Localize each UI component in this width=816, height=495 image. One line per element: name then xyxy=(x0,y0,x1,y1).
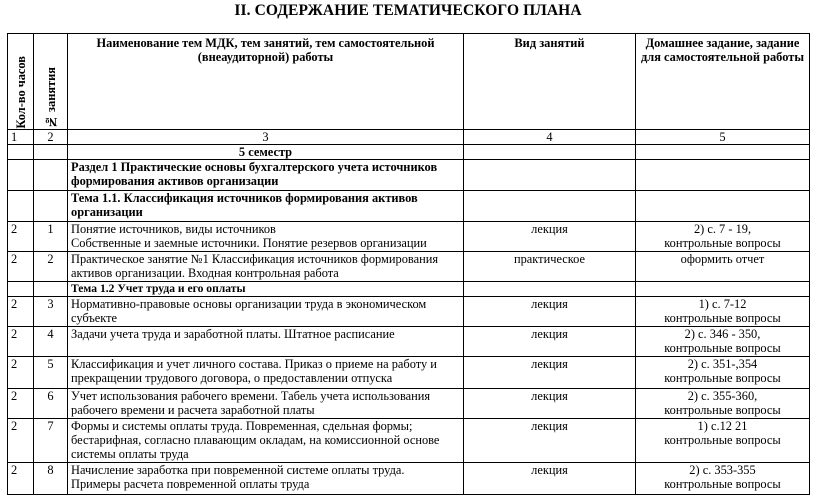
semester-label: 5 семестр xyxy=(68,145,464,160)
lesson-type-cell: лекция xyxy=(464,222,636,252)
table-row xyxy=(8,222,810,252)
hours-cell: 2 xyxy=(8,389,34,419)
hours-cell: 2 xyxy=(8,252,34,282)
lesson-topic-cell: Задачи учета труда и заработной платы. Штатное расписание xyxy=(68,327,464,357)
lesson-topic-cell: Понятие источников, виды источников Собственные и заемные источники. Понятие резервов организации xyxy=(68,222,464,252)
header-hours: Кол-во часов xyxy=(8,34,34,130)
hours-cell: 2 xyxy=(8,297,34,327)
header-homework: Домашнее задание, задание для самостоятельной работы xyxy=(636,34,810,130)
lesson-type-cell: лекция xyxy=(464,463,636,495)
header-lesson-type: Вид занятий xyxy=(464,34,636,130)
homework-cell: 1) с. 7-12 контрольные вопросы xyxy=(636,297,810,327)
lesson-number-cell: 3 xyxy=(34,297,68,327)
topic-title: Тема 1.1. Классификация источников формирования активов организации xyxy=(68,191,464,222)
topic-row xyxy=(8,191,810,222)
homework-cell: 2) с. 346 - 350, контрольные вопросы xyxy=(636,327,810,357)
lesson-number-cell: 2 xyxy=(34,252,68,282)
table-row xyxy=(8,327,810,357)
lesson-number-cell: 8 xyxy=(34,463,68,495)
section-title: Раздел 1 Практические основы бухгалтерского учета источников формирования активов организации xyxy=(68,160,464,191)
header-lesson-number: № занятия xyxy=(34,34,68,130)
lesson-type-cell: практическое xyxy=(464,252,636,282)
table-row xyxy=(8,463,810,495)
lesson-type-cell: лекция xyxy=(464,297,636,327)
topic-row xyxy=(8,282,810,297)
hours-cell: 2 xyxy=(8,357,34,389)
homework-cell: 2) с. 7 - 19, контрольные вопросы xyxy=(636,222,810,252)
section-row xyxy=(8,160,810,191)
thematic-plan-table xyxy=(7,33,810,495)
lesson-number-cell: 1 xyxy=(34,222,68,252)
homework-cell: 2) с. 355-360, контрольные вопросы xyxy=(636,389,810,419)
column-number: 5 xyxy=(636,130,810,145)
lesson-topic-cell: Формы и системы оплаты труда. Повременная, сдельная формы; бестарифная, согласно плавающим окладам, на комиссионной основе системы оплаты труда xyxy=(68,419,464,463)
lesson-number-cell: 5 xyxy=(34,357,68,389)
column-number: 1 xyxy=(8,130,34,145)
hours-cell: 2 xyxy=(8,327,34,357)
table-row xyxy=(8,297,810,327)
homework-cell: оформить отчет xyxy=(636,252,810,282)
lesson-type-cell: лекция xyxy=(464,327,636,357)
hours-cell: 2 xyxy=(8,463,34,495)
topic-title: Тема 1.2 Учет труда и его оплаты xyxy=(68,282,464,297)
lesson-number-cell: 7 xyxy=(34,419,68,463)
header-topic: Наименование тем МДК, тем занятий, тем самостоятельной (внеаудиторной) работы xyxy=(68,34,464,130)
lesson-topic-cell: Нормативно-правовые основы организации труда в экономическом субъекте xyxy=(68,297,464,327)
table-row xyxy=(8,389,810,419)
column-number-row xyxy=(8,130,810,145)
hours-cell: 2 xyxy=(8,419,34,463)
column-number: 4 xyxy=(464,130,636,145)
table-row xyxy=(8,419,810,463)
table-row xyxy=(8,252,810,282)
lesson-number-cell: 4 xyxy=(34,327,68,357)
lesson-topic-cell: Классификация и учет личного состава. Приказ о приеме на работу и прекращении трудового договора, о предоставлении отпуска xyxy=(68,357,464,389)
lesson-topic-cell: Начисление заработка при повременной системе оплаты труда. Примеры расчета повременной оплаты труда xyxy=(68,463,464,495)
column-number: 3 xyxy=(68,130,464,145)
header-row xyxy=(8,34,810,130)
column-number: 2 xyxy=(34,130,68,145)
semester-row xyxy=(8,145,810,160)
homework-cell: 2) с. 353-355 контрольные вопросы xyxy=(636,463,810,495)
lesson-type-cell: лекция xyxy=(464,419,636,463)
document-title: II. СОДЕРЖАНИЕ ТЕМАТИЧЕСКОГО ПЛАНА xyxy=(234,2,582,19)
lesson-topic-cell: Учет использования рабочего времени. Табель учета использования рабочего времени и расчета заработной платы xyxy=(68,389,464,419)
homework-cell: 1) с.12 21 контрольные вопросы xyxy=(636,419,810,463)
table-row xyxy=(8,357,810,389)
hours-cell: 2 xyxy=(8,222,34,252)
lesson-number-cell: 6 xyxy=(34,389,68,419)
lesson-type-cell: лекция xyxy=(464,357,636,389)
homework-cell: 2) с. 351-,354 контрольные вопросы xyxy=(636,357,810,389)
lesson-type-cell: лекция xyxy=(464,389,636,419)
lesson-topic-cell: Практическое занятие №1 Классификация источников формирования активов организации. Входная контрольная работа xyxy=(68,252,464,282)
